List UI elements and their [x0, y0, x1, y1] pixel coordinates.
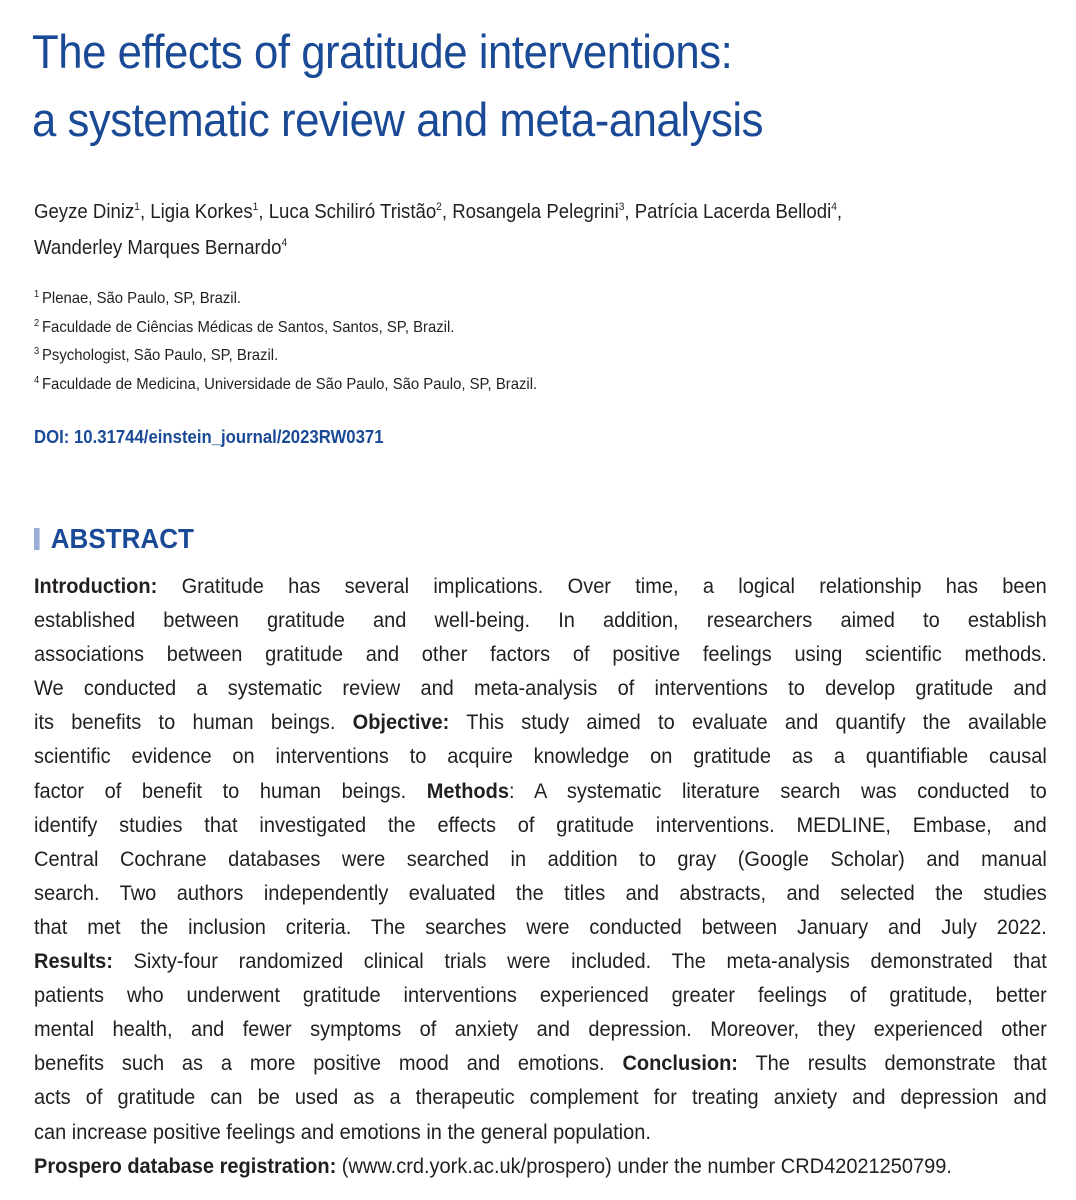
abstract-heading: [34, 523, 194, 555]
abstract-text: associations between gratitude and other factors of positive feelings using scientific methods.: [34, 642, 1047, 667]
author-affiliation-marker: 4: [831, 201, 837, 213]
abstract-text: We conducted a systematic review and meta-analysis of interventions to develop gratitude and: [34, 676, 1047, 701]
abstract-line: [34, 876, 1047, 910]
abstract-section-label: Methods: [426, 778, 509, 803]
abstract-line: [34, 774, 1047, 808]
abstract-text: acts of gratitude can be used as a therapeutic complement for treating anxiety and depression and: [34, 1085, 1047, 1110]
abstract-text: patients who underwent gratitude interventions experienced greater feelings of gratitude, better: [34, 983, 1047, 1008]
abstract-text: The results demonstrate that: [737, 1051, 1047, 1076]
abstract-heading-label: ABSTRACT: [50, 523, 194, 554]
abstract-line: [34, 1046, 1047, 1080]
abstract-line: [34, 705, 1047, 739]
abstract-text: Gratitude has several implications. Over time, a logical relationship has been: [157, 574, 1047, 598]
abstract-line: [34, 910, 1047, 944]
abstract-line: [34, 944, 1047, 978]
abstract-text: that met the inclusion criteria. The searches were conducted between January and July 2022.: [34, 914, 1047, 939]
abstract-line: [34, 808, 1047, 842]
abstract-line: [34, 739, 1047, 773]
author-affiliation-marker: 3: [618, 201, 625, 213]
abstract-line: [34, 569, 1047, 603]
abstract-text: established between gratitude and well-being. In addition, researchers aimed to establish: [34, 608, 1047, 633]
abstract-section-label: Results:: [34, 949, 113, 974]
article-title: [32, 18, 981, 154]
abstract-body: [34, 569, 1047, 1183]
affiliation-item: $^1$ Plenae, São Paulo, SP, Brazil.: [34, 289, 242, 307]
author-name: Wanderley Marques Bernardo: [34, 237, 282, 259]
author-name: Patrícia Lacerda Bellodi: [634, 201, 832, 223]
abstract-section-label: Introduction:: [34, 574, 158, 598]
abstract-text: (www.crd.york.ac.uk/prospero) under the number CRD42021250799.: [336, 1153, 952, 1178]
abstract-line: [34, 978, 1047, 1012]
author-list: [34, 194, 992, 266]
abstract-line: [34, 603, 1047, 637]
abstract-text: scientific evidence on interventions to acquire knowledge on gratitude as a quantifiable causal: [34, 744, 1047, 769]
abstract-text: : A systematic literature search was conducted to: [508, 778, 1047, 803]
affiliation-item: $^4$ Faculdade de Medicina, Universidade de São Paulo, São Paulo, SP, Brazil.: [34, 374, 538, 393]
abstract-section-label: Prospero database registration:: [34, 1153, 337, 1178]
author-affiliation-marker: 4: [281, 237, 288, 249]
affiliation-item: $^3$ Psychologist, São Paulo, SP, Brazil.: [34, 346, 279, 364]
abstract-section-label: Objective:: [352, 710, 450, 735]
abstract-text: Central Cochrane databases were searched in addition to gray (Google Scholar) and manual: [34, 846, 1047, 871]
abstract-line: [34, 1115, 976, 1149]
author-name: Ligia Korkes: [150, 201, 253, 223]
abstract-text: Sixty-four randomized clinical trials were included. The meta-analysis demonstrated that: [112, 949, 1047, 974]
author-line-2: [34, 230, 992, 266]
title-line-2: a systematic review and meta-analysis: [32, 93, 764, 146]
author-line-1: Geyze Diniz$^1$, Ligia Korkes$^1$, Luca Schiliró Tristão$^2$, Rosangela Pelegrini$^3$, Patrícia Lacerda Bellodi$^4$,: [34, 201, 843, 223]
author-affiliation-marker: 1: [252, 201, 259, 213]
author-name: Geyze Diniz: [34, 201, 135, 223]
author-name: Luca Schiliró Tristão: [268, 201, 437, 223]
abstract-text: search. Two authors independently evaluated the titles and abstracts, and selected the studies: [34, 880, 1047, 905]
doi-link[interactable]: DOI: 10.31744/einstein_journal/2023RW0371: [34, 427, 384, 447]
abstract-line: [34, 1149, 976, 1183]
abstract-line: [34, 842, 1047, 876]
abstract-line: [34, 1012, 1047, 1046]
affiliation-list: [34, 285, 537, 399]
author-affiliation-marker: 1: [134, 201, 140, 213]
abstract-text: benefits such as a more positive mood and emotions.: [34, 1051, 605, 1076]
abstract-text: This study aimed to evaluate and quantify the available: [449, 710, 1047, 735]
abstract-line: [34, 671, 1047, 705]
affiliation-item: $^2$ Faculdade de Ciências Médicas de Santos, Santos, SP, Brazil.: [34, 317, 455, 336]
abstract-section-label: Conclusion:: [622, 1051, 738, 1076]
abstract-text: its benefits to human beings.: [34, 710, 336, 735]
abstract-line: [34, 1080, 1047, 1114]
abstract-text: factor of benefit to human beings.: [34, 778, 407, 803]
author-name: Rosangela Pelegrini: [452, 201, 619, 223]
section-bar-icon: [34, 528, 40, 550]
author-affiliation-marker: 2: [436, 201, 442, 213]
abstract-text: can increase positive feelings and emotions in the general population.: [34, 1119, 651, 1144]
abstract-line: [34, 637, 1047, 671]
title-line-1: The effects of gratitude interventions:: [32, 25, 733, 78]
abstract-text: mental health, and fewer symptoms of anxiety and depression. Moreover, they experienced other: [34, 1017, 1047, 1042]
abstract-text: identify studies that investigated the effects of gratitude interventions. MEDLINE, Embase, and: [34, 812, 1047, 837]
